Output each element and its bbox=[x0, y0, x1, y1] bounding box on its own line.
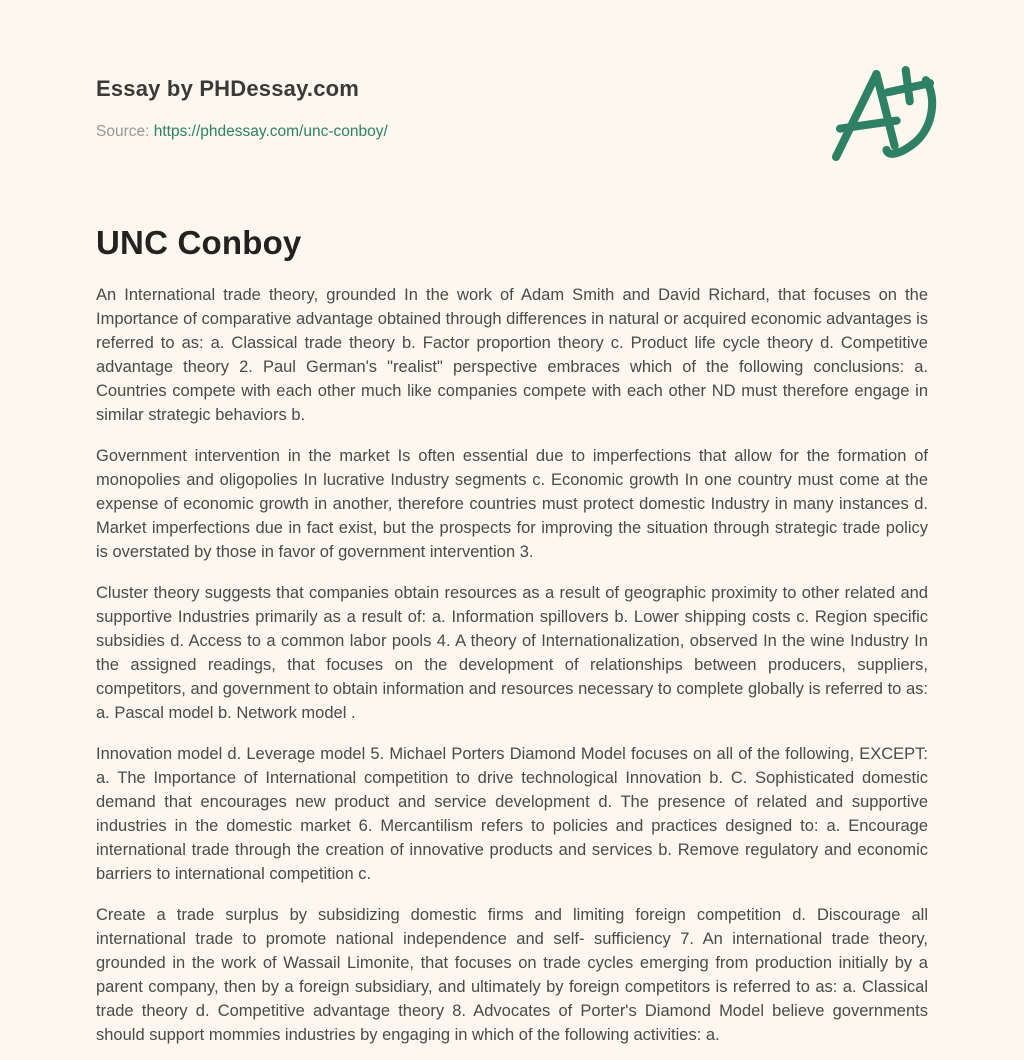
essay-title: UNC Conboy bbox=[96, 224, 302, 261]
a-plus-logo-icon bbox=[826, 66, 940, 162]
essay-by-heading: Essay by PHDessay.com bbox=[96, 76, 360, 101]
essay-paragraph-1: An International trade theory, grounded In the work of Adam Smith and David Richard, that focuses on the Importance of comparative advantage obtained through differences in natural or acquired economic advantages is referred to as: a. Classical trade theory b. Factor proportion theory c. Product life cycle theory d. Competitive advantage theory 2. Paul German's "realist" perspective embraces which of the following conclusions: a. Countries compete with each other much like companies compete with each other ND must therefore engage in similar strategic behaviors b. bbox=[96, 286, 928, 424]
source-label: Source: bbox=[96, 123, 150, 140]
essay-paragraph-4: Innovation model d. Leverage model 5. Michael Porters Diamond Model focuses on all of the following, EXCEPT: a. The Importance of International competition to drive technological Innovation b. C. Sophisticated domestic demand that encourages new product and service development d. The presence of related and supportive industries in the domestic market 6. Mercantilism refers to policies and practices designed to: a. Encourage international trade through the creation of innovative products and services b. Remove regulatory and economic barriers to international competition c. bbox=[96, 745, 928, 883]
essay-body bbox=[96, 283, 928, 1047]
essay-paragraph-2: Government intervention in the market Is often essential due to imperfections that allow for the formation of monopolies and oligopolies In lucrative Industry segments c. Economic growth In one country must come at the expense of economic growth in another, therefore countries must protect domestic Industry in many instances d. Market imperfections due in fact exist, but the prospects for improving the situation through strategic trade policy is overstated by those in favor of government intervention 3. bbox=[96, 447, 928, 561]
source-line bbox=[96, 123, 388, 141]
header-text-block bbox=[96, 66, 388, 141]
essay-paragraph-5: Create a trade surplus by subsidizing domestic firms and limiting foreign competition d. Discourage all international trade to promote national independence and self- sufficiency 7. An international trade theory, grounded in the work of Wassail Limonite, that focuses on trade cycles emerging from production initially by a parent company, then by a foreign subsidiary, and ultimately by foreign competitors is referred to as: a. Classical trade theory d. Competitive advantage theory 8. Advocates of Porter's Diamond Model believe governments should support mommies industries by engaging in which of the following activities: a. bbox=[96, 906, 928, 1044]
source-link[interactable]: https://phdessay.com/unc-conboy/ bbox=[153, 123, 388, 140]
essay-paragraph-3: Cluster theory suggests that companies obtain resources as a result of geographic proximity to other related and supportive Industries primarily as a result of: a. Information spillovers b. Lower shipping costs c. Region specific subsidies d. Access to a common labor pools 4. A theory of Internationalization, observed In the wine Industry In the assigned readings, that focuses on the development of relationships between producers, suppliers, competitors, and government to obtain information and resources necessary to complete globally is referred to as: a. Pascal model b. Network model . bbox=[96, 584, 928, 722]
page-header bbox=[96, 0, 928, 162]
